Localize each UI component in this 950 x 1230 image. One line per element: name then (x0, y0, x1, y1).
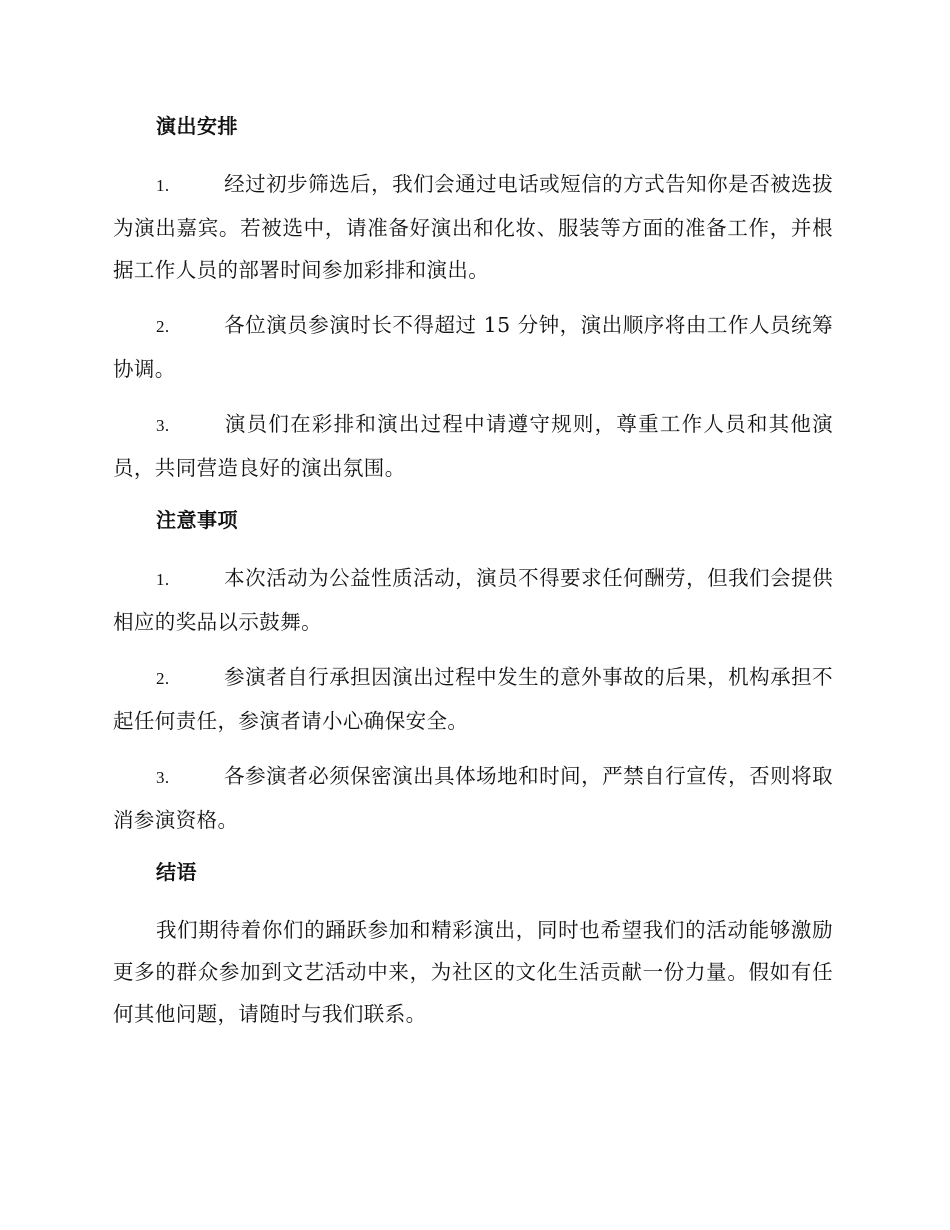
list-item (113, 163, 833, 291)
section-heading-performance-arrangement: 演出安排 (156, 114, 238, 138)
list-item-text: 演员们在彩排和演出过程中请遵守规则，尊重工作人员和其他演员，共同营造良好的演出氛围。 (113, 412, 833, 480)
list-item-text: 各参演者必须保密演出具体场地和时间，严禁自行宣传，否则将取消参演资格。 (113, 764, 833, 832)
list-item-text: 各位演员参演时长不得超过 15 分钟，演出顺序将由工作人员统筹协调。 (113, 313, 833, 381)
list-number: 3. (156, 416, 170, 435)
list-item (113, 557, 833, 643)
list-item-text: 本次活动为公益性质活动，演员不得要求任何酬劳，但我们会提供相应的奖品以示鼓舞。 (113, 566, 833, 634)
section-heading-notes: 注意事项 (156, 508, 238, 532)
list-number: 1. (156, 570, 170, 589)
list-item (113, 656, 833, 742)
list-number: 2. (156, 317, 170, 336)
list-number: 1. (156, 176, 170, 195)
list-number: 3. (156, 768, 170, 787)
section-heading-conclusion: 结语 (156, 860, 197, 884)
document-body (113, 108, 833, 1048)
closing-paragraph: 我们期待着你们的踊跃参加和精彩演出，同时也希望我们的活动能够激励更多的群众参加到文艺活动中来，为社区的文化生活贡献一份力量。假如有任何其他问题，请随时与我们联系。 (113, 918, 833, 1026)
list-number: 2. (156, 669, 170, 688)
list-item (113, 755, 833, 841)
list-item (113, 403, 833, 489)
list-item-text: 参演者自行承担因演出过程中发生的意外事故的后果，机构承担不起任何责任，参演者请小心确保安全。 (113, 665, 833, 733)
list-item (113, 304, 833, 390)
list-item-text: 经过初步筛选后，我们会通过电话或短信的方式告知你是否被选拔为演出嘉宾。若被选中，请准备好演出和化妆、服装等方面的准备工作，并根据工作人员的部署时间参加彩排和演出。 (113, 172, 833, 282)
